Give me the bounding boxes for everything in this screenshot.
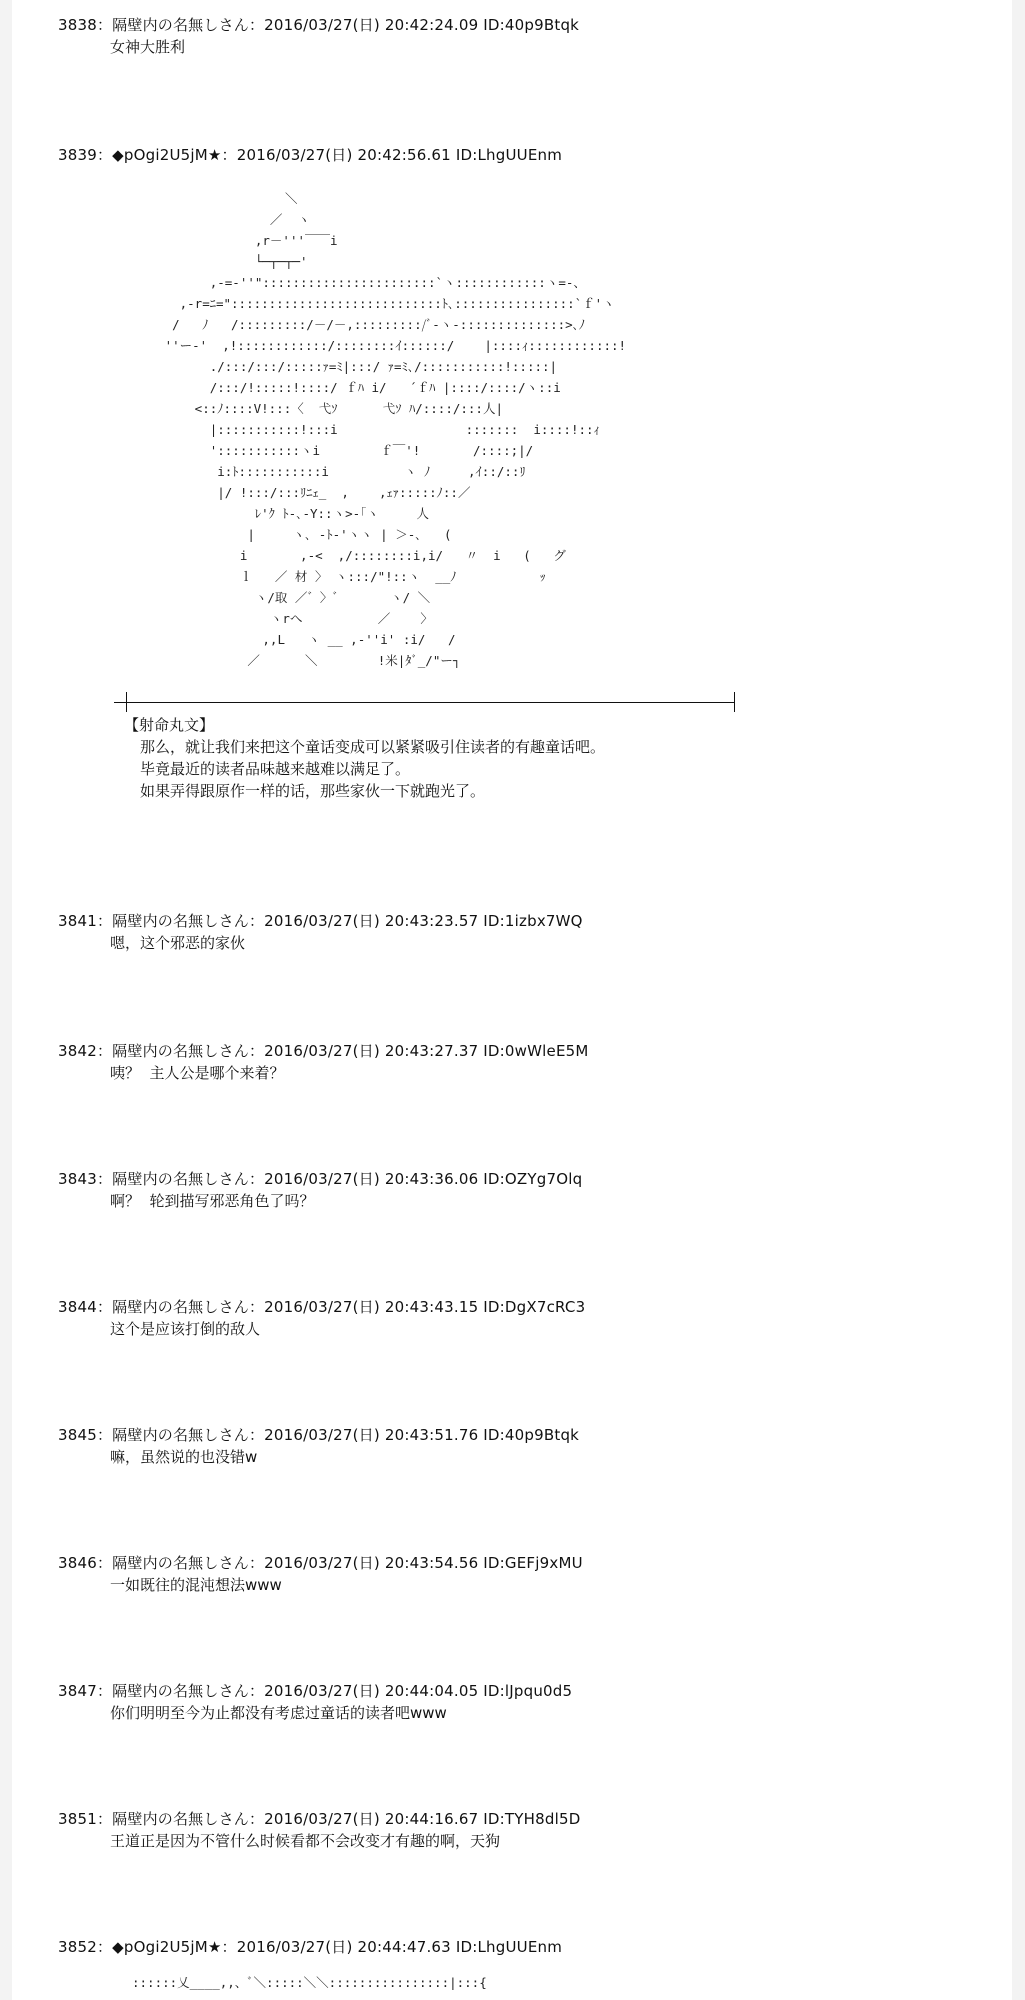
divider-line	[114, 702, 734, 703]
post-header: 3844：隔壁内の名無しさん：2016/03/27(日) 20:43:43.15 ID:DgX7cRC3	[58, 1298, 586, 1316]
divider-tick-right	[734, 692, 735, 712]
speaker-name: 【射命丸文】	[124, 716, 215, 734]
post-text: 你们明明至今为止都没有考虑过童话的读者吧www	[110, 1704, 447, 1722]
post-header: 3839：◆pOgi2U5jM★：2016/03/27(日) 20:42:56.61 ID:LhgUUEnm	[58, 146, 563, 164]
ascii-art	[142, 188, 626, 671]
post-text: 一如既往的混沌想法www	[110, 1576, 282, 1594]
post-header: 3841：隔壁内の名無しさん：2016/03/27(日) 20:43:23.57 ID:1izbx7WQ	[58, 912, 583, 930]
post-text: 王道正是因为不管什么时候看都不会改变才有趣的啊，天狗	[110, 1832, 501, 1850]
ascii-art-line: ／ ヽ	[142, 212, 310, 227]
dialogue-line: 毕竟最近的读者品味越来越难以满足了。	[140, 760, 411, 778]
post-header: 3846：隔壁内の名無しさん：2016/03/27(日) 20:43:54.56 ID:GEFj9xMU	[58, 1554, 583, 1572]
post-3851	[58, 1808, 580, 1852]
ascii-art-line: <::ﾉ::::V!:::〈 弋ｿ 弋ｿ ﾊ/::::/:::人|	[142, 401, 503, 416]
post-text: 嘛，虽然说的也没错w	[110, 1448, 258, 1466]
ascii-art-line: /:::/!:::::!::::/ ｆﾊ i/ ´ｆﾊ |::::/::::/ヽ::i	[142, 380, 561, 395]
post-text: 女神大胜利	[110, 38, 186, 56]
ascii-art-line: ﾚ'ｸ ﾄ-､‐Y::ヽ>-｢ヽ 人	[142, 506, 429, 521]
post-header: 3838：隔壁内の名無しさん：2016/03/27(日) 20:42:24.09 ID:40p9Btqk	[58, 16, 580, 34]
ascii-art-line: / ﾉ /:::::::::/－/－,:::::::::/ﾞ-ヽ-::::::::::::::>､ﾉ	[142, 317, 586, 332]
post-3847	[58, 1680, 572, 1724]
ascii-art-line: | ヽ､ ‐ﾄ-'ヽヽ | ＞-､ (	[142, 527, 452, 542]
post-3841	[58, 910, 583, 954]
ascii-art-line: ::::::乂____,,、ﾞ＼:::::＼＼::::::::::::::::|:::{	[132, 1975, 487, 1990]
ascii-art-partial	[132, 1972, 487, 1993]
dialogue-line: 那么，就让我们来把这个童话变成可以紧紧吸引住读者的有趣童话吧。	[140, 738, 606, 756]
ascii-art-line: ':::::::::::ヽi ｆ￣'! /::::;|/	[142, 443, 534, 458]
ascii-art-line: ./:::/:::/:::::ｧ=ﾐ|:::/ ｧ=ﾐ､/:::::::::::!:::::|	[142, 359, 558, 374]
post-3846	[58, 1552, 583, 1596]
post-header: 3843：隔壁内の名無しさん：2016/03/27(日) 20:43:36.06 ID:OZYg7Olq	[58, 1170, 583, 1188]
post-3845	[58, 1424, 579, 1468]
post-3852	[58, 1936, 562, 1958]
post-3844	[58, 1296, 585, 1340]
post-3843	[58, 1168, 582, 1212]
post-text: 这个是应该打倒的敌人	[110, 1320, 261, 1338]
ascii-art-line: ,-r=ﾆ="::::::::::::::::::::::::::::ﾄ､::::::::::::::::`ｆ'ヽ	[142, 296, 615, 311]
post-text: 咦？ 主人公是哪个来着？	[110, 1064, 285, 1082]
dialogue-line: 如果弄得跟原作一样的话，那些家伙一下就跑光了。	[140, 782, 486, 800]
thread-page	[12, 0, 1012, 2000]
post-header: 3845：隔壁内の名無しさん：2016/03/27(日) 20:43:51.76 ID:40p9Btqk	[58, 1426, 580, 1444]
ascii-art-line: i ,-< ,/::::::::i,i/ 〃 i ( グ	[142, 548, 566, 563]
ascii-art-line: ｌ ／ 材 〉 ヽ:::/"!::ヽ __ﾉ ｯ	[142, 569, 546, 584]
ascii-art-line: i:ﾄ:::::::::::i ヽ ﾉ ,ｲ::/::ﾘ	[142, 464, 526, 479]
ascii-art-line: ＼	[142, 191, 298, 206]
ascii-art-line: ,,L ヽ __ ,-''i' :i/ /	[142, 632, 456, 647]
ascii-art-line: |/ !:::/:::ﾘﾆｪ_ , ,ｪｧ:::::ﾉ::／	[142, 485, 471, 500]
ascii-art-line: └─┬─┬─'	[142, 254, 308, 269]
ascii-art-line: ヽ/取 ／゛〉゛ ヽ/ ＼	[142, 590, 431, 605]
post-header: 3852：◆pOgi2U5jM★：2016/03/27(日) 20:44:47.63 ID:LhgUUEnm	[58, 1938, 563, 1956]
ascii-art-line: ''ー-' ,!::::::::::::/::::::::ｲ::::::/ |::::ｨ::::::::::::!	[142, 338, 627, 353]
ascii-art-line: ,r－'''￣￣i	[142, 233, 338, 248]
ascii-art-line: ／ ＼ !米|ﾀﾞ_/"ー┐	[142, 653, 461, 668]
post-text: 啊？ 轮到描写邪恶角色了吗？	[110, 1192, 315, 1210]
divider-tick-left	[126, 692, 127, 712]
ascii-art-line: |:::::::::::!:::i ::::::: i::::!::ｨ	[142, 422, 600, 437]
ascii-art-line: ,-=-''":::::::::::::::::::::::`ヽ::::::::::::ヽ=-、	[142, 275, 586, 290]
post-header: 3851：隔壁内の名無しさん：2016/03/27(日) 20:44:16.67 ID:TYH8dl5D	[58, 1810, 581, 1828]
post-3842	[58, 1040, 589, 1084]
post-text: 嗯，这个邪恶的家伙	[110, 934, 246, 952]
post-3839	[58, 144, 562, 166]
post-header: 3847：隔壁内の名無しさん：2016/03/27(日) 20:44:04.05 ID:lJpqu0d5	[58, 1682, 573, 1700]
post-3838	[58, 14, 579, 58]
post-header: 3842：隔壁内の名無しさん：2016/03/27(日) 20:43:27.37 ID:0wWleE5M	[58, 1042, 589, 1060]
dialogue-box	[124, 714, 605, 802]
ascii-art-line: ヽrへ ／ 〉	[142, 611, 433, 626]
